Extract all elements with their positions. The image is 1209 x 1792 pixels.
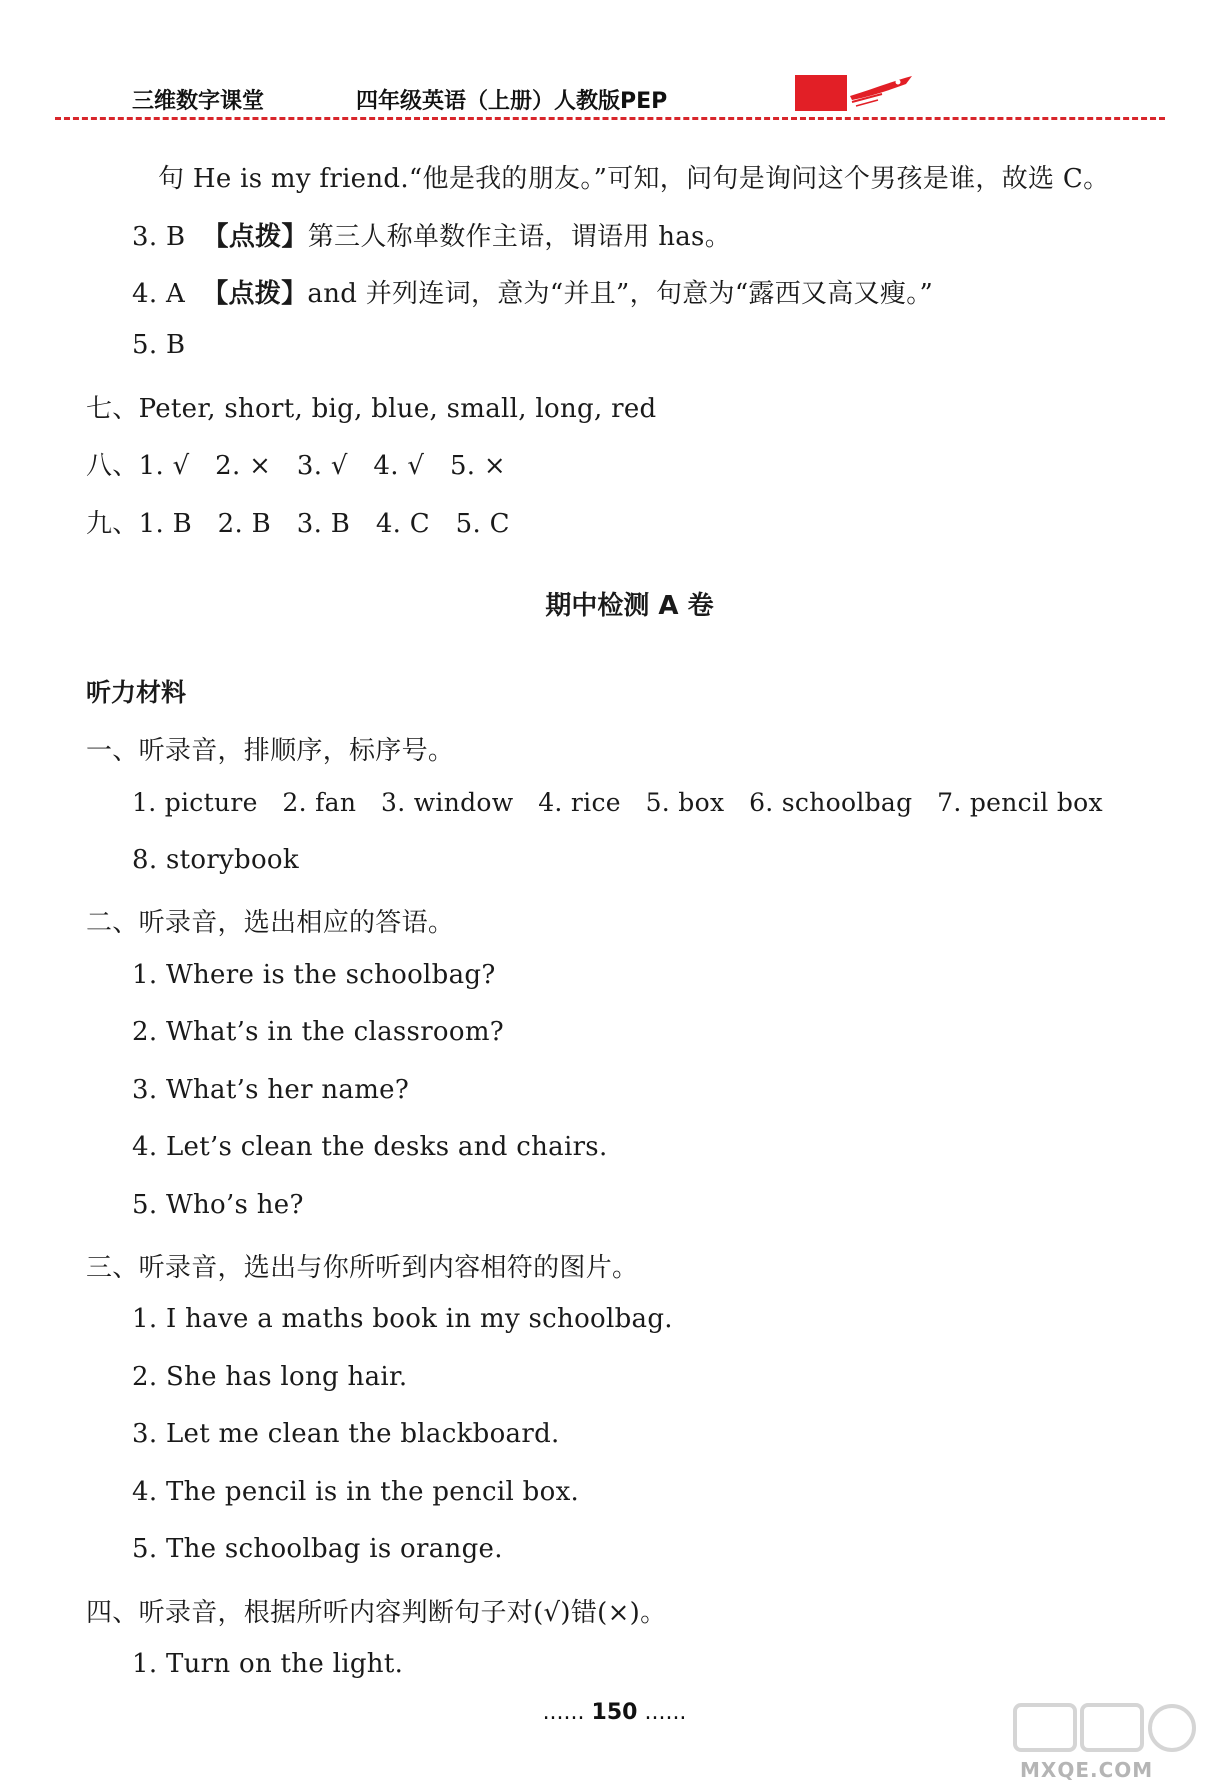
hint-tag: 【点拨】 bbox=[202, 222, 308, 252]
list-item: 2. She has long hair. bbox=[132, 1362, 408, 1392]
answer-line: 七、Peter, short, big, blue, small, long, red bbox=[86, 394, 657, 424]
list-item: 8. storybook bbox=[132, 845, 299, 875]
list-item: 1. I have a maths book in my schoolbag. bbox=[132, 1304, 673, 1334]
subheading: 听力材料 bbox=[86, 678, 187, 707]
question-heading: 四、听录音，根据所听内容判断句子对(√)错(×)。 bbox=[86, 1598, 667, 1628]
list-item: 1. Turn on the light. bbox=[132, 1649, 404, 1679]
list-item: 5. The schoolbag is orange. bbox=[132, 1534, 503, 1564]
answer-line: 九、1. B 2. B 3. B 4. C 5. C bbox=[86, 509, 510, 539]
list-item: 1. picture 2. fan 3. window 4. rice 5. box 6. schoolbag 7. pencil box bbox=[132, 788, 1103, 817]
answer-line: 5. B bbox=[132, 330, 186, 360]
footer-dots: ...... bbox=[644, 1700, 687, 1725]
page-number: 150 bbox=[591, 1700, 638, 1725]
list-item: 5. Who’s he? bbox=[132, 1190, 304, 1220]
answer-line bbox=[132, 273, 933, 310]
list-item: 1. Where is the schoolbag? bbox=[132, 960, 496, 990]
series-name: 三维数字课堂 bbox=[132, 89, 265, 114]
list-item: 4. Let’s clean the desks and chairs. bbox=[132, 1132, 608, 1162]
rocket-logo-icon bbox=[790, 72, 920, 117]
list-item: 3. What’s her name? bbox=[132, 1075, 410, 1105]
list-item: 3. Let me clean the blackboard. bbox=[132, 1419, 560, 1449]
answer-line: 八、1. √ 2. × 3. √ 4. √ 5. × bbox=[86, 451, 507, 481]
answer-line: 句 He is my friend.“他是我的朋友。”可知，问句是询问这个男孩是谁，故选 C。 bbox=[158, 164, 1110, 194]
section-title: 期中检测 A 卷 bbox=[545, 591, 714, 621]
answer-number: 3. B bbox=[132, 222, 186, 252]
hint-tag: 【点拨】 bbox=[202, 279, 308, 309]
hint-text: and 并列连词，意为“并且”，句意为“露西又高又瘦。” bbox=[307, 279, 934, 309]
list-item: 2. What’s in the classroom? bbox=[132, 1017, 505, 1047]
question-heading: 一、听录音，排顺序，标序号。 bbox=[86, 736, 455, 766]
header-divider bbox=[55, 117, 1165, 120]
hint-text: 第三人称单数作主语，谓语用 has。 bbox=[307, 222, 731, 252]
question-heading: 三、听录音，选出与你所听到内容相符的图片。 bbox=[86, 1253, 639, 1283]
list-item: 4. The pencil is in the pencil box. bbox=[132, 1477, 580, 1507]
question-heading: 二、听录音，选出相应的答语。 bbox=[86, 908, 455, 938]
watermark-text: MXQE.COM bbox=[1020, 1758, 1154, 1782]
answer-number: 4. A bbox=[132, 279, 186, 309]
page-header bbox=[0, 0, 1209, 130]
answer-line bbox=[132, 216, 731, 253]
footer-dots: ...... bbox=[542, 1700, 585, 1725]
book-title: 四年级英语（上册）人教版PEP bbox=[356, 89, 668, 114]
